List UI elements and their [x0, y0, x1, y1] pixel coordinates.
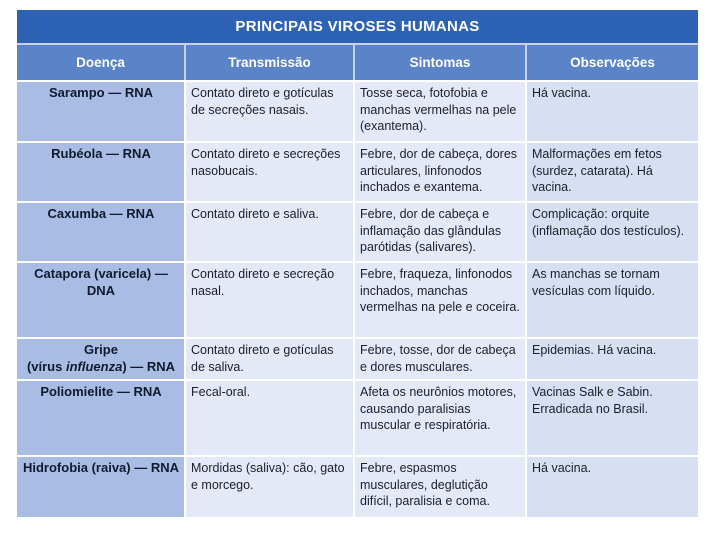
symptoms-cell: Afeta os neurônios motores, causando paralisias muscular e respiratória. — [355, 381, 527, 455]
symptoms-cell: Febre, fraqueza, linfonodos inchados, manchas vermelhas na pele e coceira. — [355, 263, 527, 337]
disease-cell: Caxumba — RNA — [17, 203, 186, 261]
transmission-cell: Fecal-oral. — [186, 381, 355, 455]
symptoms-cell: Tosse seca, fotofobia e manchas vermelhas na pele (exantema). — [355, 82, 527, 141]
disease-cell: Catapora (varicela) — DNA — [17, 263, 186, 337]
table-row — [17, 80, 698, 141]
observations-cell: Malformações em fetos (surdez, catarata). Há vacina. — [527, 143, 698, 201]
disease-prefix: (vírus — [26, 358, 66, 374]
disease-cell — [17, 339, 186, 379]
transmission-cell: Contato direto e gotículas de secreções nasais. — [186, 82, 355, 141]
observations-cell: Epidemias. Há vacina. — [527, 339, 698, 379]
symptoms-cell: Febre, dor de cabeça, dores articulares, linfonodos inchados e exantema. — [355, 143, 527, 201]
observations-cell: Complicação: orquite (inflamação dos testículos). — [527, 203, 698, 261]
table-row — [17, 261, 698, 337]
disease-cell: Hidrofobia (raiva) — RNA — [17, 457, 186, 517]
observations-cell: Vacinas Salk e Sabin. Erradicada no Brasil. — [527, 381, 698, 455]
header-disease: Doença — [17, 45, 186, 80]
symptoms-cell: Febre, espasmos musculares, deglutição difícil, paralisia e coma. — [355, 457, 527, 517]
disease-italic: influenza — [65, 358, 123, 374]
observations-cell: As manchas se tornam vesículas com líquido. — [527, 263, 698, 337]
disease-name: Gripe — [84, 342, 118, 357]
table-header — [17, 43, 698, 80]
table-row — [17, 455, 698, 517]
table-title: PRINCIPAIS VIROSES HUMANAS — [17, 10, 698, 43]
transmission-cell: Contato direto e secreções nasobucais. — [186, 143, 355, 201]
header-symptoms: Sintomas — [355, 45, 527, 80]
table-body — [17, 80, 698, 517]
transmission-cell: Contato direto e gotículas de saliva. — [186, 339, 355, 379]
table-row — [17, 201, 698, 261]
symptoms-cell: Febre, dor de cabeça e inflamação das glândulas parótidas (salivares). — [355, 203, 527, 261]
table-row — [17, 141, 698, 201]
symptoms-cell: Febre, tosse, dor de cabeça e dores musculares. — [355, 339, 527, 379]
table-row — [17, 379, 698, 455]
observations-cell: Há vacina. — [527, 457, 698, 517]
table-row — [17, 337, 698, 379]
disease-suffix: ) — RNA — [122, 358, 176, 374]
disease-cell: Rubéola — RNA — [17, 143, 186, 201]
transmission-cell: Mordidas (saliva): cão, gato e morcego. — [186, 457, 355, 517]
header-transmission: Transmissão — [186, 45, 355, 80]
observations-cell: Há vacina. — [527, 82, 698, 141]
transmission-cell: Contato direto e secreção nasal. — [186, 263, 355, 337]
disease-cell: Poliomielite — RNA — [17, 381, 186, 455]
virus-table — [17, 10, 698, 517]
transmission-cell: Contato direto e saliva. — [186, 203, 355, 261]
header-observations: Observações — [570, 55, 655, 71]
disease-cell: Sarampo — RNA — [17, 82, 186, 141]
